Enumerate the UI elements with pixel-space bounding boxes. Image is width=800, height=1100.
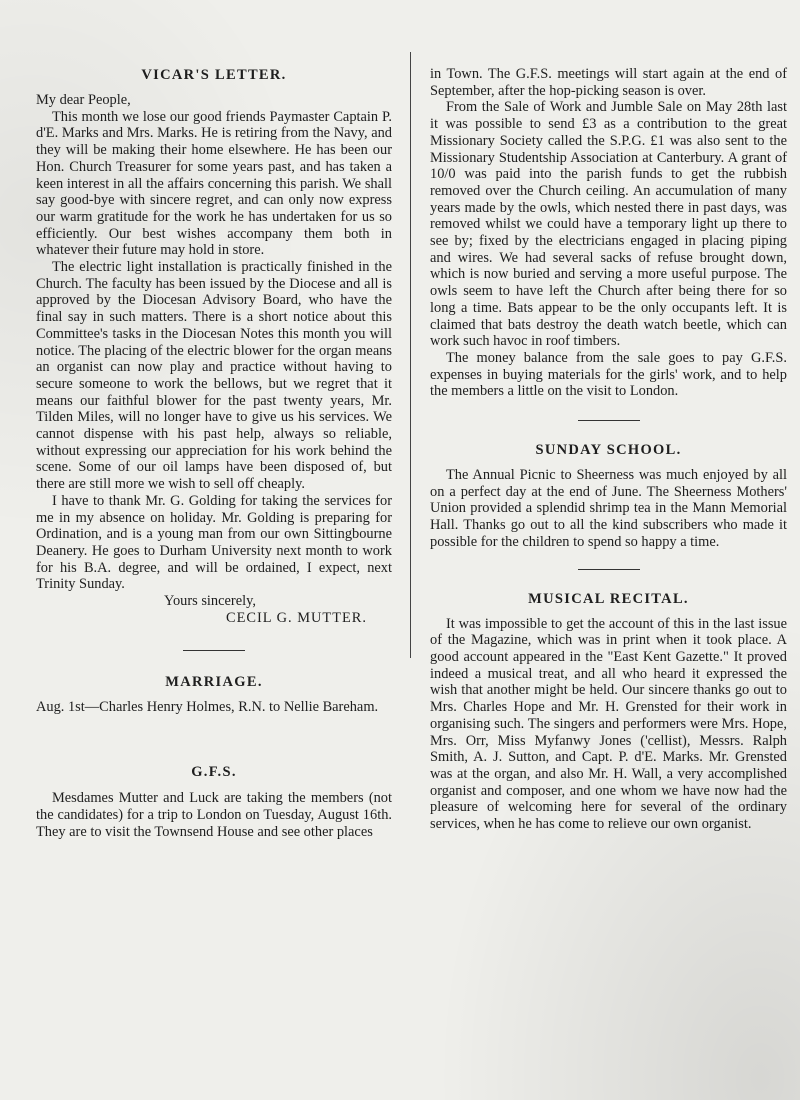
vicars-letter-paragraph-1: This month we lose our good friends Paymaster Captain P. d'E. Marks and Mrs. Marks. He is retiring from the Navy, and they will be making their home elsewhere. He has been our Hon. Church Treasurer for some years past, and has taken a keen interest in all the affairs concerning this parish. We shall say good-bye with sincere regret, and can only now express our warm gratitude for the work he has undertaken for us so efficiently. Our best wishes accompany them both in whatever their future may hold in store. bbox=[36, 108, 392, 259]
sunday-school-paragraph: The Annual Picnic to Sheerness was much enjoyed by all on a perfect day at the end of June. The Sheerness Mothers' Union provided a splendid shrimp tea in the Mann Memorial Hall. Thanks go out to all the kind subscribers who made it possible for the children to spend so happy a time. bbox=[430, 467, 787, 550]
sunday-school-heading: SUNDAY SCHOOL. bbox=[535, 442, 682, 459]
gfs-paragraph-3: The money balance from the sale goes to pay G.F.S. expenses in buying materials for the girls' work, and to help the members a little on the visit to London. bbox=[430, 349, 787, 400]
marriage-heading: MARRIAGE. bbox=[165, 673, 263, 690]
marriage-entry: Aug. 1st—Charles Henry Holmes, R.N. to Nellie Bareham. bbox=[36, 698, 379, 715]
musical-recital-heading: MUSICAL RECITAL. bbox=[528, 590, 689, 607]
vicars-letter-heading: VICAR'S LETTER. bbox=[141, 67, 287, 83]
musical-recital-paragraph: It was impossible to get the account of this in the last issue of the Magazine, which was in print when it took place. A good account appeared in the "East Kent Gazette." It proved indeed a musical treat, and all who heard it expressed the wish that another might be held. Our sincere thanks go out to Mrs. Charles Hope and Mr. H. Grensted for their work in organising such. The singers and performers were Mrs. Hope, Mrs. Orr, Miss Myfanwy Jones ('cellist), Messrs. Ralph Smith, A. J. Sutton, and Capt. P. d'E. Marks. Mr. Grensted was at the organ, and also Mr. H. Wall, a very accomplished organist and composer, and one whom we have now had the pleasure of welcoming here for several of the ordinary services, when he has come to relieve our own organist. bbox=[430, 615, 787, 833]
vicars-letter-paragraph-2: The electric light installation is practically finished in the Church. The faculty has been issued by the Diocese and all is approved by the Diocesan Advisory Board, who have the final say in such matters. There is a short notice about this Committee's tasks in the Diocesan Notes this month you will notice. The placing of the electric blower for the organ means an organist can now play and practice without having to secure someone to work the bellows, but we regret that it means our faithful blower for the past twenty years, Mr. Tilden Miles, will no longer have to give us his services. We cannot dispense with his past help, always so reliable, without expressing our appreciation for his work behind the scene. Some of our oil lamps have been disposed of, but there are still more we wish to sell off cheaply. bbox=[36, 259, 392, 493]
vicars-letter-salutation: My dear People, bbox=[36, 92, 131, 108]
gfs-heading: G.F.S. bbox=[191, 764, 237, 781]
gfs-paragraph-1-continued: in Town. The G.F.S. meetings will start again at the end of September, after the hop-picking season is over. bbox=[430, 66, 787, 99]
gfs-paragraph-2: From the Sale of Work and Jumble Sale on May 28th last it was possible to send £3 as a contribution to the great Missionary Society called the S.P.G. £1 was also sent to the Missionary Studentship Association at Canterbury. A grant of 10/0 was paid into the parish funds to get the rubbish removed over the Church ceiling. An accumulation of many years made by the owls, which nested there in past days, was removed whilst we could have a temporary light up there to see by; fixed by the electricians engaged in placing piping and wires. We had several sacks of refuse brought down, which is now buried and serving a more useful purpose. The owls seem to have left the Church after being there for so long a time. Bats appear to be the only occupants left. It is claimed that bats destroy the death watch beetle, which can work such havoc in roof timbers. bbox=[430, 99, 787, 350]
vicars-letter-paragraph-3: I have to thank Mr. G. Golding for taking the services for me in my absence on holiday. Mr. Golding is preparing for Ordination, and is a young man from our own Sittingbourne Deanery. He goes to Durham University next month to work for his B.A. degree, and will be ordained, I expect, next Trinity Sunday. bbox=[36, 492, 392, 593]
right-column bbox=[430, 0, 787, 833]
vicars-letter-signature: CECIL G. MUTTER. bbox=[226, 609, 367, 626]
gfs-paragraph-1-start: Mesdames Mutter and Luck are taking the members (not the candidates) for a trip to London on Tuesday, August 16th. They are to visit the Townsend House and see other places bbox=[36, 790, 392, 840]
left-column bbox=[36, 0, 392, 840]
vicars-letter-closing: Yours sincerely, bbox=[164, 593, 256, 610]
column-divider bbox=[410, 52, 411, 658]
